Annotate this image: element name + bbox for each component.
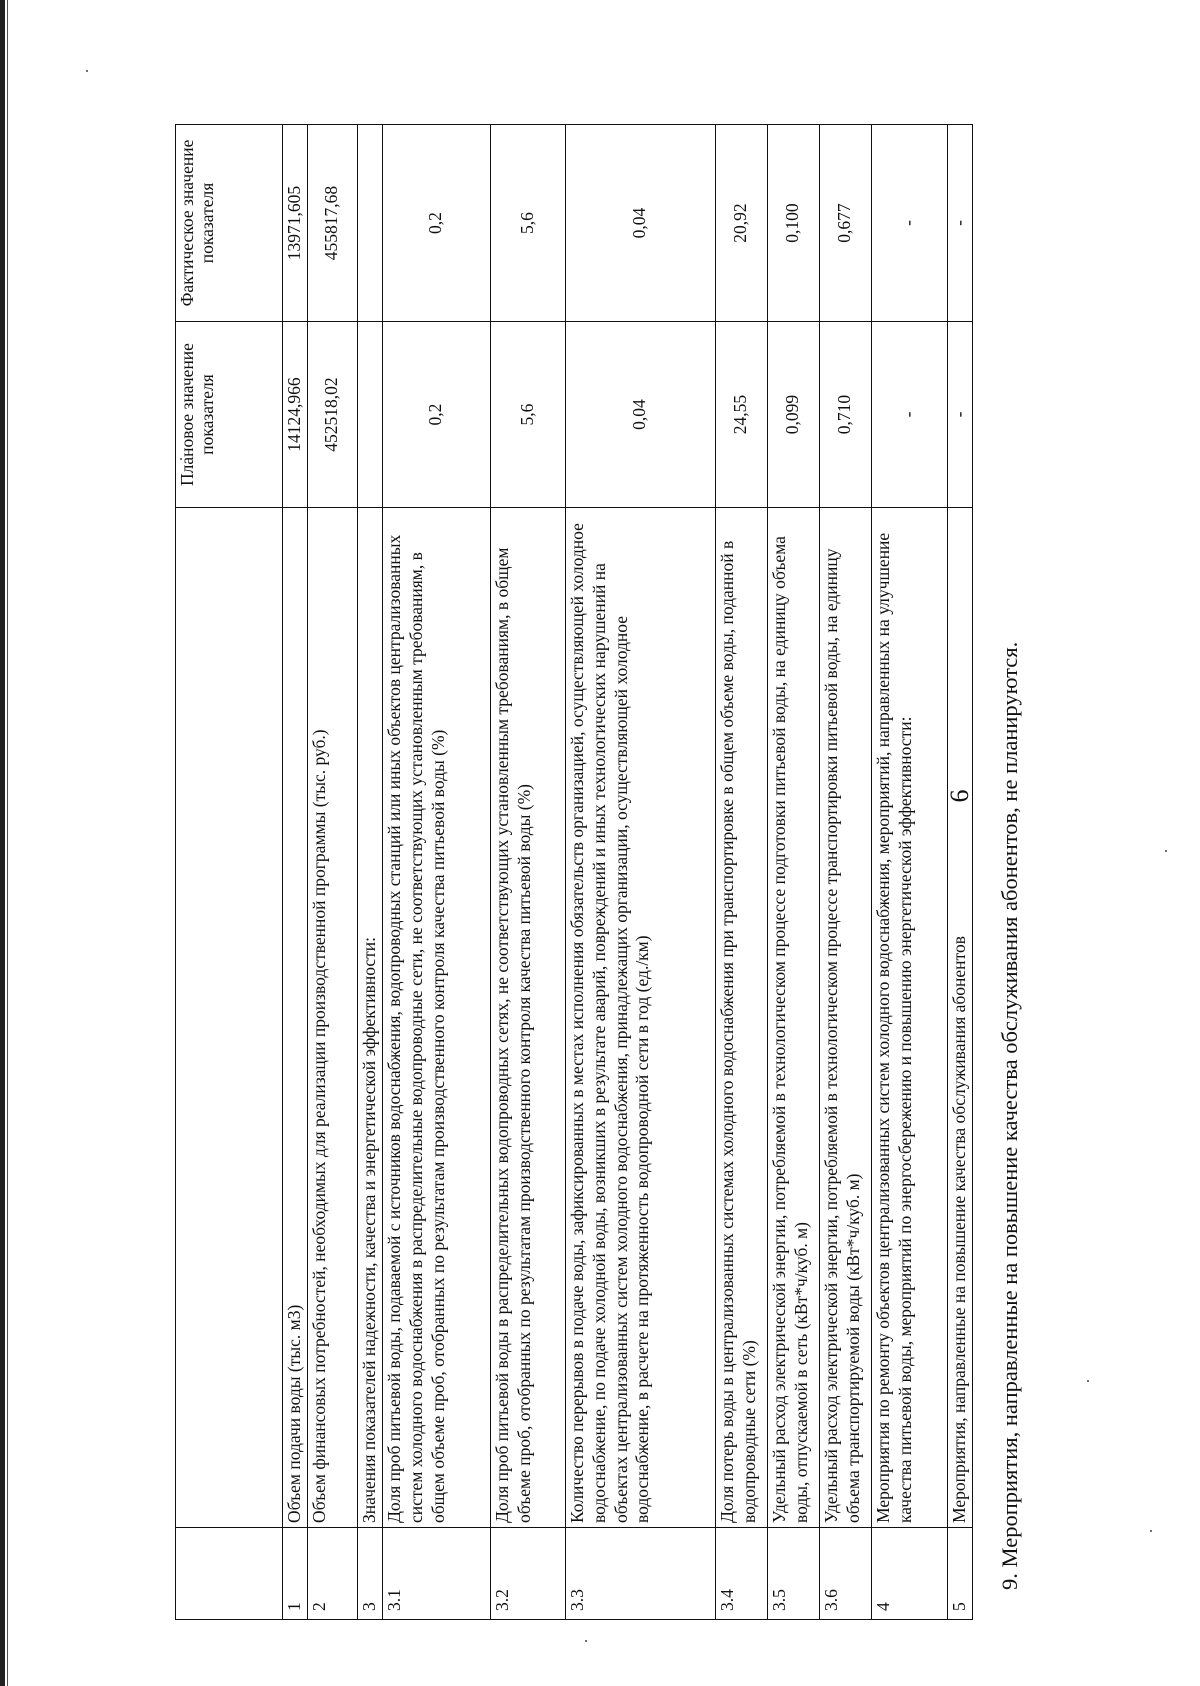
table-row <box>565 125 715 1620</box>
row-description: Объем подачи воды (тыс. м3) <box>283 508 308 1528</box>
scan-speck <box>585 1640 587 1642</box>
row-planned-value <box>357 322 382 508</box>
header-planned: Плановое значение показателя <box>176 322 283 508</box>
indicators-table <box>175 124 973 1620</box>
row-number: 4 <box>871 1528 947 1620</box>
table-row <box>283 125 308 1620</box>
table-row <box>871 125 947 1620</box>
row-actual-value: 13971,605 <box>283 125 308 322</box>
row-number: 3.1 <box>382 1528 490 1620</box>
table-row <box>357 125 382 1620</box>
row-planned-value: - <box>947 322 972 508</box>
row-description: Значения показателей надежности, качества и энергетической эффективности: <box>357 508 382 1528</box>
row-actual-value <box>357 125 382 322</box>
row-description: Мероприятия, направленные на повышение качества обслуживания абонентов <box>947 508 972 1528</box>
table-header-row <box>176 125 283 1620</box>
row-number: 1 <box>283 1528 308 1620</box>
row-actual-value: 455817,68 <box>307 125 357 322</box>
row-actual-value: 0,2 <box>382 125 490 322</box>
rotated-page-content <box>175 60 1105 1620</box>
table-row <box>715 125 767 1620</box>
footer-statement: 9. Мероприятия, направленные на повышение качества обслуживания абонентов, не планируются. <box>997 641 1022 1590</box>
page-number: 6 <box>945 789 974 803</box>
row-planned-value: - <box>871 322 947 508</box>
row-number: 3.5 <box>767 1528 819 1620</box>
row-number: 3.6 <box>819 1528 871 1620</box>
row-actual-value: 0,100 <box>767 125 819 322</box>
row-planned-value: 0,710 <box>819 322 871 508</box>
row-planned-value: 14124,966 <box>283 322 308 508</box>
row-description: Доля проб питьевой воды в распределительных водопроводных сетях, не соответствующих установленным требованиям, в общем объеме проб, отобранных по результатам производственного контроля качества питьевой воды (%) <box>490 508 565 1528</box>
row-description: Удельный расход электрической энергии, потребляемой в технологическом процессе транспортировки питьевой воды, на единицу объема транспортируемой воды (кВт*ч/куб. м) <box>819 508 871 1528</box>
row-number: 3.2 <box>490 1528 565 1620</box>
row-planned-value: 0,099 <box>767 322 819 508</box>
scan-speck <box>1165 850 1167 852</box>
row-number: 3.4 <box>715 1528 767 1620</box>
scan-speck <box>1150 1530 1152 1532</box>
row-number: 2 <box>307 1528 357 1620</box>
row-planned-value: 0,04 <box>565 322 715 508</box>
table-row <box>382 125 490 1620</box>
row-description: Объем финансовых потребностей, необходимых для реализации производственной программы (тыс. руб.) <box>307 508 357 1528</box>
table-row <box>947 125 972 1620</box>
scan-page-edge <box>0 0 5 1686</box>
row-actual-value: 5,6 <box>490 125 565 322</box>
table-row <box>490 125 565 1620</box>
scan-page-edge-line <box>7 0 8 1686</box>
row-actual-value: 0,677 <box>819 125 871 322</box>
header-desc-cell <box>176 508 283 1528</box>
row-number: 3.3 <box>565 1528 715 1620</box>
row-description: Количество перерывов в подаче воды, зафиксированных в местах исполнения обязательств организацией, осуществляющей холодное водоснабжение, по подаче холодной воды, возникших в результате аварий, повреждений и иных технологических нарушений на объектах централизованных систем холодного водоснабжения, принадлежащих организации, осуществляющей холодное водоснабжение, в расчете на протяженность водопроводной сети в год (ед./км) <box>565 508 715 1528</box>
row-description: Мероприятия по ремонту объектов централизованных систем холодного водоснабжения, мероприятий, направленных на улучшение качества питьевой воды, мероприятий по энергосбережению и повышению энергетической эффективности: <box>871 508 947 1528</box>
row-actual-value: - <box>947 125 972 322</box>
table-row <box>767 125 819 1620</box>
row-planned-value: 5,6 <box>490 322 565 508</box>
row-description: Удельный расход электрической энергии, потребляемой в технологическом процессе подготовки питьевой воды, на единицу объема воды, отпускаемой в сеть (кВт*ч/куб. м) <box>767 508 819 1528</box>
row-planned-value: 452518,02 <box>307 322 357 508</box>
row-number: 5 <box>947 1528 972 1620</box>
row-description: Доля проб питьевой воды, подаваемой с источников водоснабжения, водопроводных станций или иных объектов централизованных систем холодного водоснабжения в распределительные водопроводные сети, не соответствующих установленным требованиям, в общем объеме проб, отобранных по результатам производственного контроля качества питьевой воды (%) <box>382 508 490 1528</box>
row-planned-value: 24,55 <box>715 322 767 508</box>
row-actual-value: - <box>871 125 947 322</box>
row-description: Доля потерь воды в централизованных системах холодного водоснабжения при транспортировке в общем объеме воды, поданной в водопроводные сети (%) <box>715 508 767 1528</box>
header-actual: Фактическое значение показателя <box>176 125 283 322</box>
row-number: 3 <box>357 1528 382 1620</box>
row-planned-value: 0,2 <box>382 322 490 508</box>
header-num-cell <box>176 1528 283 1620</box>
table-row <box>819 125 871 1620</box>
scan-speck <box>86 70 88 72</box>
row-actual-value: 0,04 <box>565 125 715 322</box>
row-actual-value: 20,92 <box>715 125 767 322</box>
table-row <box>307 125 357 1620</box>
